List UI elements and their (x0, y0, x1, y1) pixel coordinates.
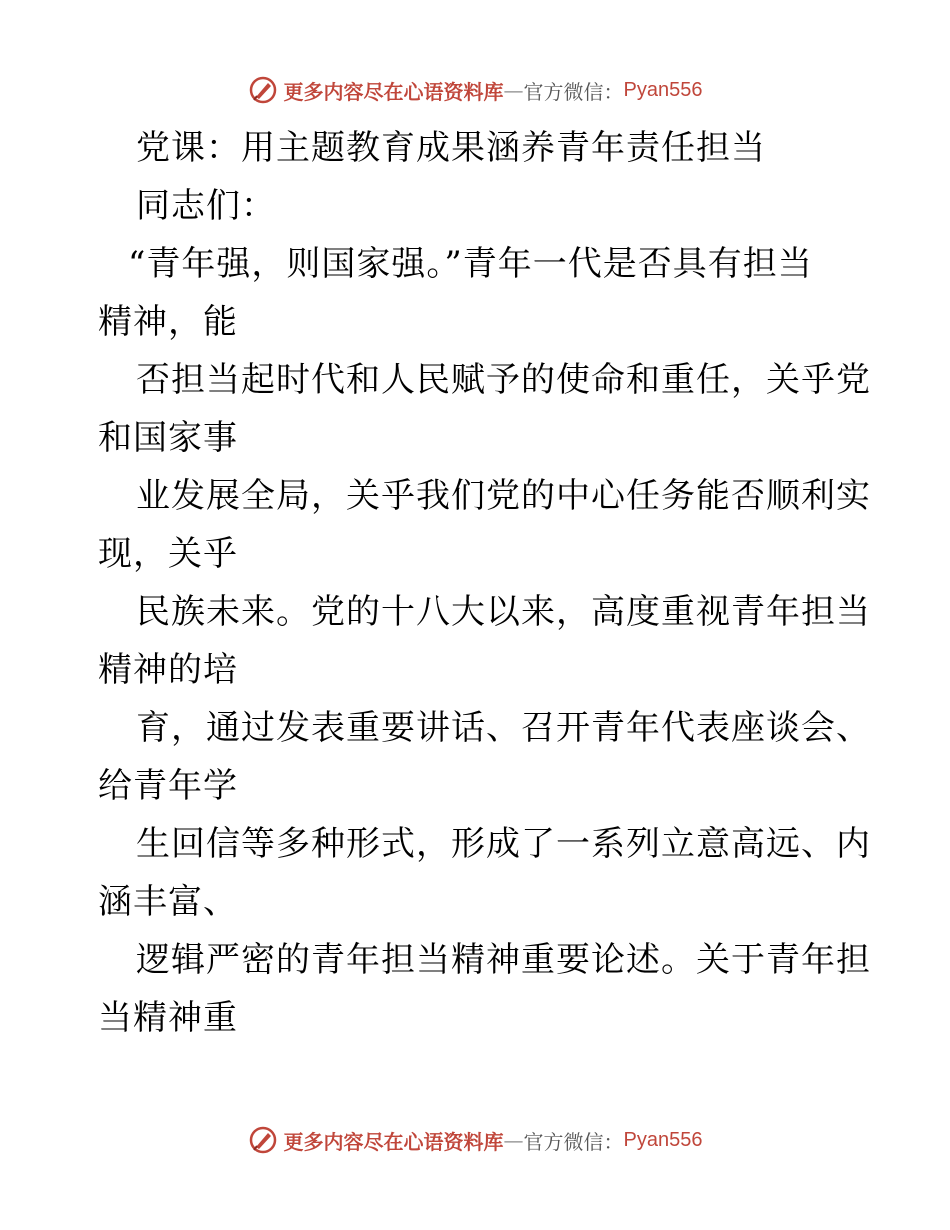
paragraph-line: 生回信等多种形式，形成了一系列立意高远、内 (136, 824, 871, 864)
paragraph-line: “青年强，则国家强。”青年一代是否具有担当 (128, 244, 813, 284)
watermark-official-label: 官方微信： (523, 79, 624, 104)
paragraph-line: 精神，能 (98, 302, 238, 342)
document-greeting: 同志们： (136, 186, 276, 226)
paragraph-line: 逻辑严密的青年担当精神重要论述。关于青年担 (136, 940, 871, 980)
quill-logo-icon (248, 75, 278, 105)
watermark-official-label: 官方微信： (523, 1129, 624, 1154)
watermark-site-text: 更多内容尽在心语资料库 (283, 1129, 504, 1154)
paragraph-line: 民族未来。党的十八大以来，高度重视青年担当 (136, 592, 871, 632)
paragraph-line: 涵丰富、 (98, 882, 238, 922)
paragraph-line: 业发展全局，关乎我们党的中心任务能否顺利实 (136, 476, 871, 516)
document-title: 党课：用主题教育成果涵养青年责任担当 (136, 128, 766, 168)
watermark-dash: — (503, 78, 524, 102)
paragraph-line: 育，通过发表重要讲话、召开青年代表座谈会、 (136, 708, 871, 748)
watermark-wechat-id: Pyan556 (623, 1128, 703, 1151)
paragraph-line: 和国家事 (98, 418, 238, 458)
watermark-wechat-id: Pyan556 (623, 78, 703, 101)
watermark-site-text: 更多内容尽在心语资料库 (283, 79, 504, 104)
paragraph-line: 精神的培 (98, 650, 238, 690)
footer-watermark (0, 1120, 950, 1160)
quill-logo-icon (248, 1125, 278, 1155)
watermark-dash: — (503, 1128, 524, 1152)
paragraph-line: 当精神重 (98, 998, 238, 1038)
header-watermark (0, 70, 950, 110)
document-body (98, 119, 871, 1047)
paragraph-line: 给青年学 (98, 766, 238, 806)
paragraph-line: 否担当起时代和人民赋予的使命和重任，关乎党 (136, 360, 871, 400)
paragraph-line: 现，关乎 (98, 534, 238, 574)
